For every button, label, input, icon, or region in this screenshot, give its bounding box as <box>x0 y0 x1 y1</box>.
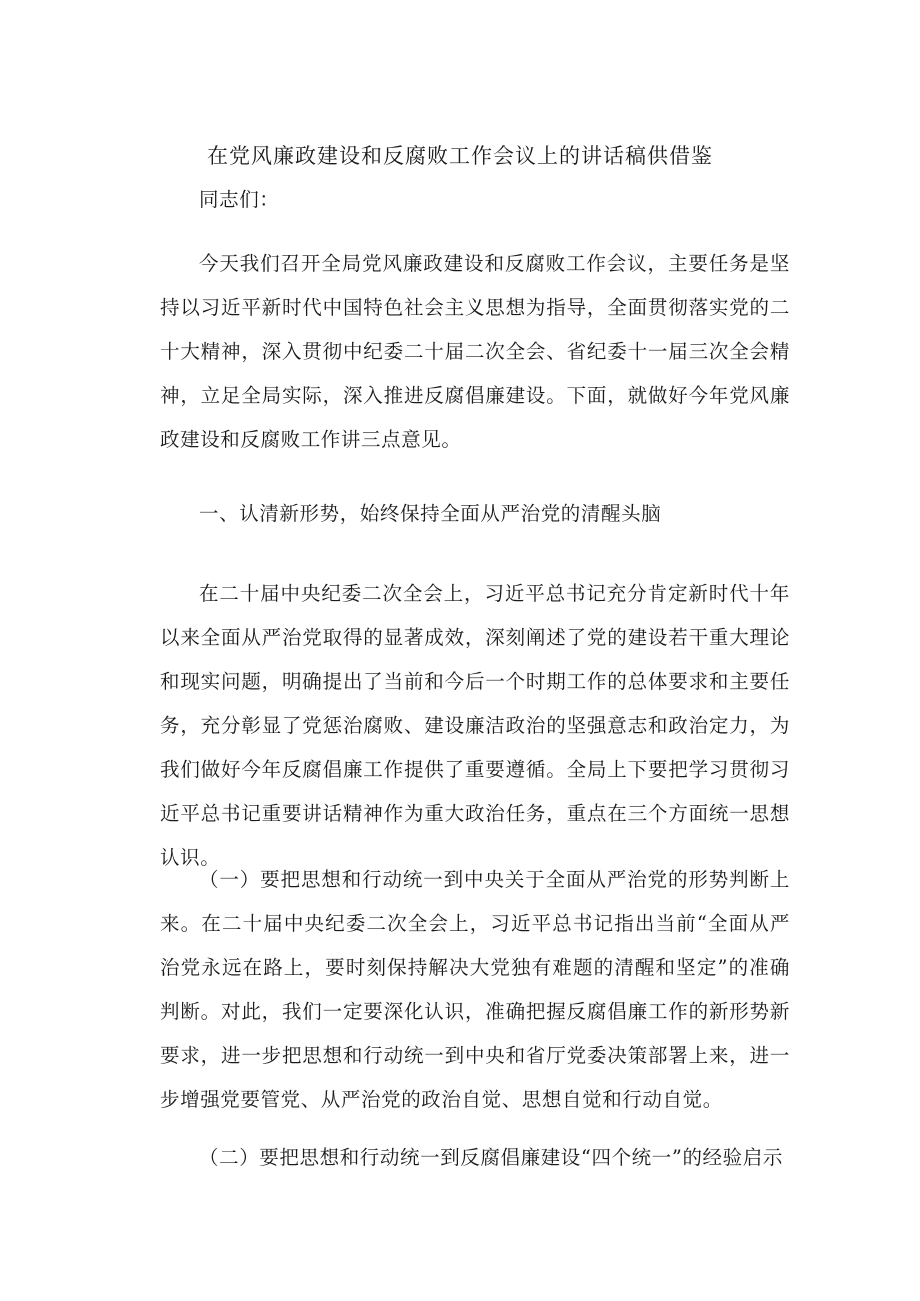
paragraph-subsection-2: （二）要把思想和行动统一到反腐倡廉建设“四个统一”的经验启示 <box>199 1146 783 1169</box>
document-title: 在党风廉政建设和反腐败工作会议上的讲话稿供借鉴 <box>207 144 713 168</box>
paragraph-subsection-1: （一）要把思想和行动统一到中央关于全面从严治党的形势判断上来。在二十届中央纪委二次全会上，习近平总书记指出当前“全面从严治党永远在路上，要时刻保持解决大党独有难题的清醒和坚定”的准确判断。对此，我们一定要深化认识，准确把握反腐倡廉工作的新形势新要求，进一步把思想和行动统一到中央和省厅党委决策部署上来，进一步增强党要管党、从严治党的政治自觉、思想自觉和行动自觉。 <box>160 868 790 1111</box>
paragraph-section-1: 在二十届中央纪委二次全会上，习近平总书记充分肯定新时代十年以来全面从严治党取得的显著成效，深刻阐述了党的建设若干重大理论和现实问题，明确提出了当前和今后一个时期工作的总体要求和主要任务，充分彰显了党惩治腐败、建设廉洁政治的坚强意志和政治定力，为我们做好今年反腐倡廉工作提供了重要遵循。全局上下要把学习贯彻习近平总书记重要讲话精神作为重大政治任务，重点在三个方面统一思想认识。 <box>160 582 790 869</box>
paragraph-intro: 今天我们召开全局党风廉政建设和反腐败工作会议，主要任务是坚持以习近平新时代中国特色社会主义思想为指导，全面贯彻落实党的二十大精神，深入贯彻中纪委二十届二次全会、省纪委十一届三次全会精神，立足全局实际，深入推进反腐倡廉建设。下面，就做好今年党风廉政建设和反腐败工作讲三点意见。 <box>160 252 790 451</box>
salutation: 同志们： <box>199 188 280 211</box>
section-heading-1: 一、认清新形势，始终保持全面从严治党的清醒头脑 <box>199 502 662 525</box>
